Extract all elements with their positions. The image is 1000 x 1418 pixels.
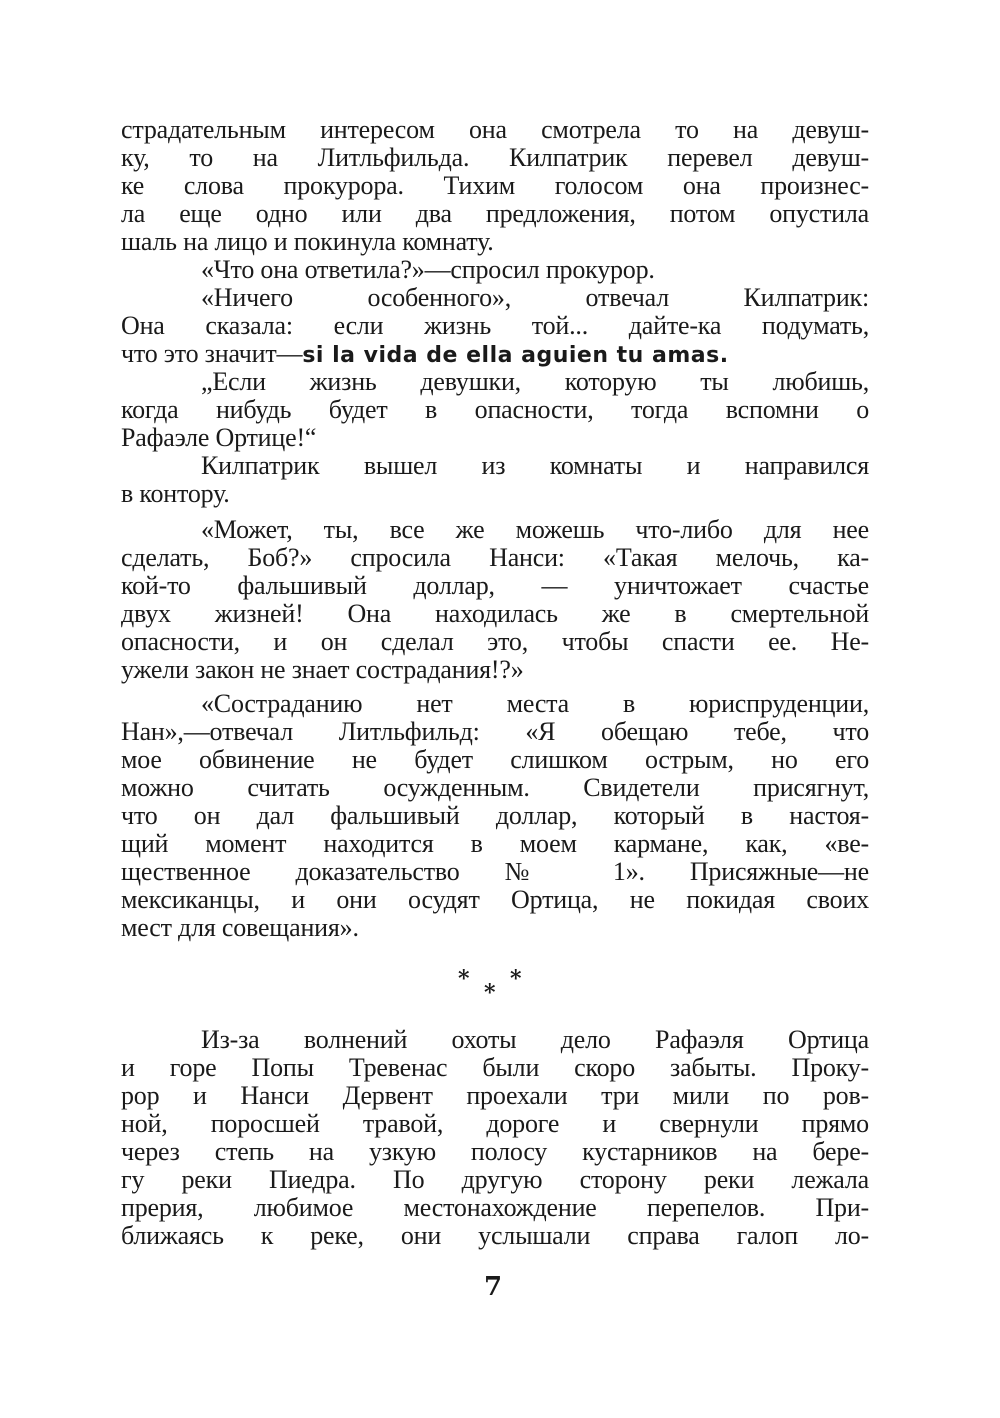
text-line: сделать, Боб?» спросила Нанси: «Такая мелочь, ка-	[121, 543, 869, 572]
text-line: шаль на лицо и покинула комнату.	[121, 227, 494, 256]
text-line: в контору.	[121, 479, 230, 508]
text-line: Рафаэле Ортице!“	[121, 423, 317, 452]
cyrillic-text: что это значит—	[121, 339, 303, 368]
paragraph	[121, 1026, 869, 1250]
page-number: 7	[483, 1272, 503, 1302]
text-line: опасности, и он сделал это, чтобы спасти ее. Не-	[121, 627, 869, 656]
text-line: «Что она ответила?»—спросил прокурор.	[201, 255, 655, 284]
text-line: рор и Нанси Дервент проехали три мили по ров-	[121, 1081, 869, 1110]
paragraph	[121, 516, 869, 684]
text-line: ке слова прокурора. Тихим голосом она произнес-	[121, 171, 869, 200]
spanish-quote: si la vida de ella aguien tu amas.	[302, 343, 729, 368]
text-line: Она сказала: если жизнь той... дайте-ка подумать,	[121, 311, 869, 340]
text-line: мое обвинение не будет слишком острым, но его	[121, 745, 869, 774]
paragraph	[121, 452, 869, 508]
paragraph	[121, 116, 869, 256]
text-line: щественное доказательство № 1». Присяжные—не	[121, 857, 869, 886]
section-separator	[450, 966, 530, 1006]
text-line: когда нибудь будет в опасности, тогда вспомни о	[121, 395, 869, 424]
text-line: двух жизней! Она находилась же в смертельной	[121, 599, 869, 628]
text-line: ной, поросшей травой, дороге и свернули прямо	[121, 1109, 869, 1138]
text-line-mixed	[121, 340, 869, 368]
text-line: кой-то фальшивый доллар, — уничтожает счастье	[121, 571, 869, 600]
text-line: „Если жизнь девушки, которую ты любишь,	[201, 367, 869, 396]
text-line: «Может, ты, все же можешь что-либо для нее	[201, 515, 869, 544]
text-line: ближаясь к реке, они услышали справа галоп ло-	[121, 1221, 869, 1250]
text-line: мест для совещания».	[121, 913, 359, 942]
text-line: гу реки Пиедра. По другую сторону реки лежала	[121, 1165, 869, 1194]
text-line: прерия, любимое местонахождение перепелов. При-	[121, 1193, 869, 1222]
text-line: ку, то на Литльфильда. Килпатрик перевел девуш-	[121, 143, 869, 172]
text-line: Из-за волнений охоты дело Рафаэля Ортица	[201, 1025, 869, 1054]
asterisk: *	[484, 980, 496, 1006]
text-line: через степь на узкую полосу кустарников на бере-	[121, 1137, 869, 1166]
text-line: мексиканцы, и они осудят Ортица, не покидая своих	[121, 885, 869, 914]
paragraph	[121, 284, 869, 368]
text-line: можно считать осужденным. Свидетели присягнут,	[121, 773, 869, 802]
text-line: «Ничего особенного», отвечал Килпатрик:	[201, 283, 869, 312]
text-line: страдательным интересом она смотрела то на девуш-	[121, 115, 869, 144]
paragraph	[121, 368, 869, 452]
text-line: Килпатрик вышел из комнаты и направился	[201, 451, 869, 480]
text-line: щий момент находится в моем кармане, как, «ве-	[121, 829, 869, 858]
asterisk: *	[510, 966, 522, 992]
text-line: что он дал фальшивый доллар, который в настоя-	[121, 801, 869, 830]
text-line: Нан»,—отвечал Литльфильд: «Я обещаю тебе, что	[121, 717, 869, 746]
text-line: ла еще одно или два предложения, потом опустила	[121, 199, 869, 228]
paragraph	[121, 690, 869, 942]
text-line: «Состраданию нет места в юриспруденции,	[201, 689, 869, 718]
text-line: и горе Попы Тревенас были скоро забыты. Проку-	[121, 1053, 869, 1082]
text-line: ужели закон не знает сострадания!?»	[121, 655, 524, 684]
asterisk: *	[458, 966, 470, 992]
paragraph	[121, 256, 869, 284]
